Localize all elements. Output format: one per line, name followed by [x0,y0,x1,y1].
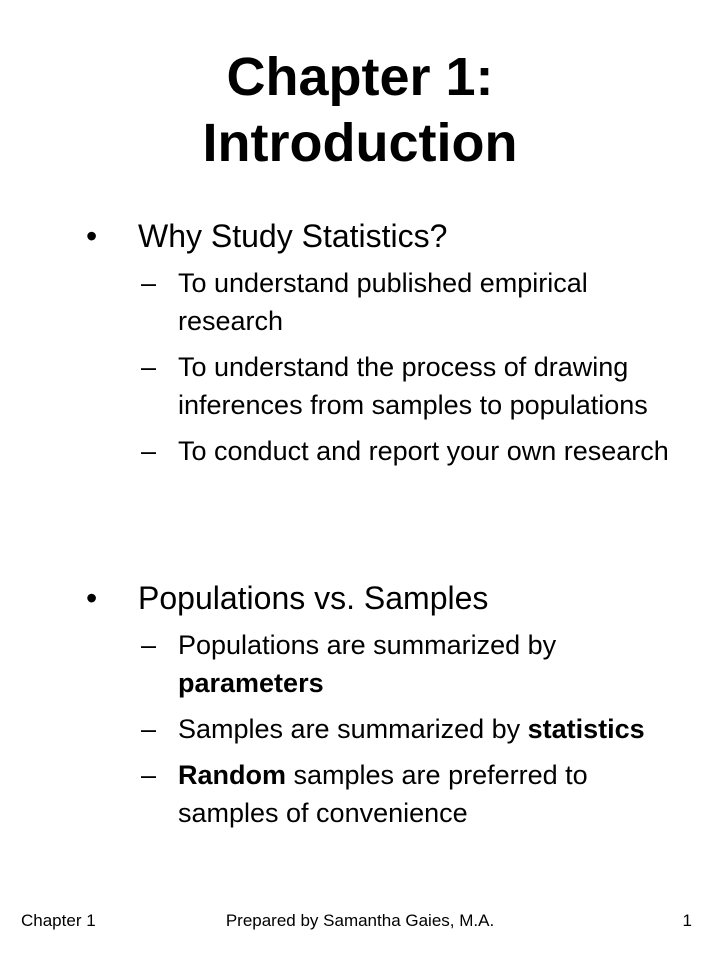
list-item [0,756,720,832]
list-item-text [178,710,678,748]
text-bold: parameters [178,668,324,698]
slide-title [0,44,720,176]
section-why-study [0,214,720,478]
title-line-2: Introduction [202,113,518,173]
list-item-text [178,756,678,832]
slide-footer [0,906,720,936]
bullet-icon: • [86,218,98,254]
text-normal: samples are preferred to samples of convenience [178,760,588,828]
footer-chapter: Chapter 1 [21,911,96,930]
text-normal: Populations are summarized by [178,630,557,660]
bullet-icon: • [86,580,98,616]
section-heading-text: Populations vs. Samples [138,580,489,616]
section-populations-samples [0,576,720,840]
dash-icon: – [141,714,157,744]
list-item [0,264,720,340]
footer-page-number: 1 [682,911,692,930]
dash-icon: – [141,760,157,790]
section-heading [0,214,720,258]
list-item [0,710,720,748]
text-bold: statistics [527,714,645,744]
list-item-text [178,626,678,702]
list-item [0,432,720,470]
text-normal: Samples are summarized by [178,714,528,744]
section-heading [0,576,720,620]
section-heading-text: Why Study Statistics? [138,218,448,254]
footer-author: Prepared by Samantha Gaies, M.A. [225,911,495,930]
list-item [0,626,720,702]
text-bold: Random [178,760,286,790]
dash-icon: – [141,352,157,382]
dash-icon: – [141,268,157,298]
list-item [0,348,720,424]
title-line-1: Chapter 1: [226,47,494,107]
list-item-text: To conduct and report your own research [178,436,669,466]
list-item-text: To understand the process of drawing inferences from samples to populations [178,352,648,420]
dash-icon: – [141,630,157,660]
dash-icon: – [141,436,157,466]
list-item-text: To understand published empirical research [178,268,588,336]
